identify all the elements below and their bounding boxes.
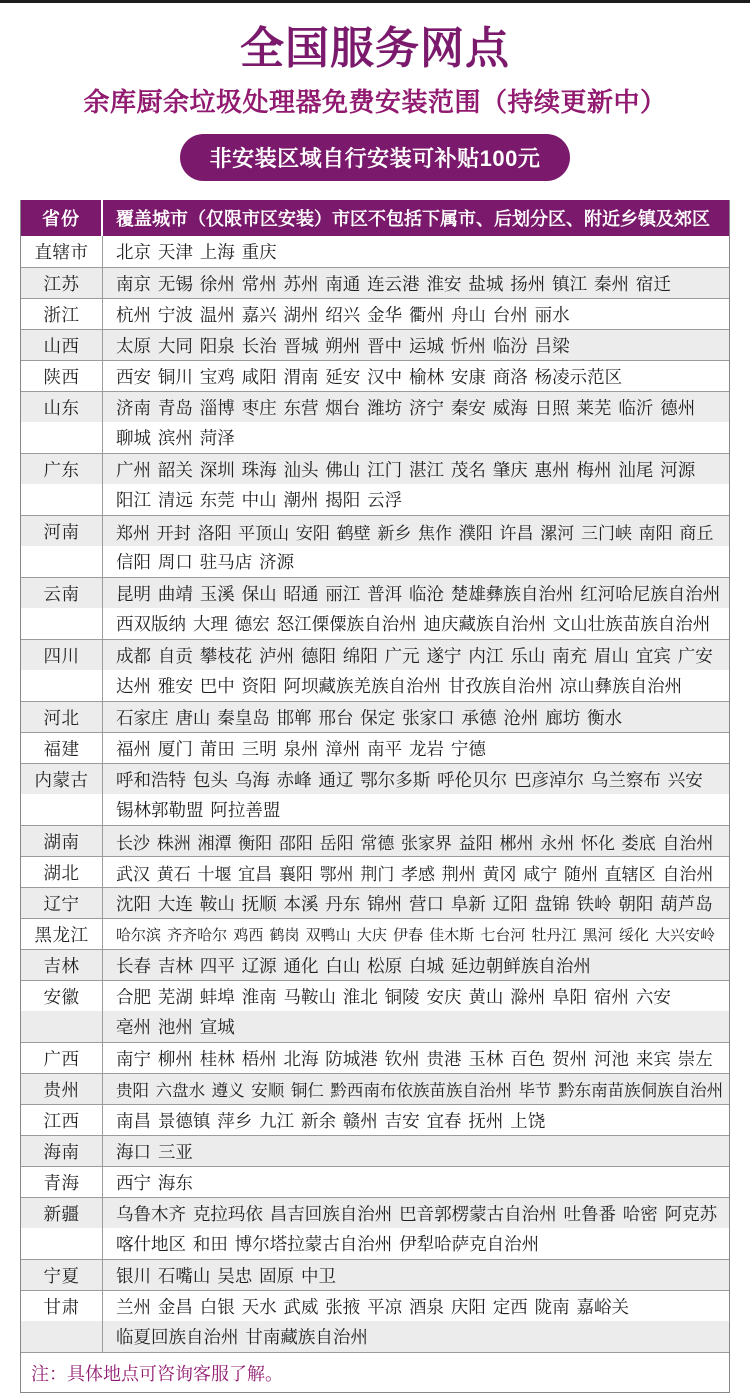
province-cell: 江苏 xyxy=(21,268,103,298)
table-row xyxy=(21,1104,729,1135)
cities-cell: 沈阳 大连 鞍山 抚顺 本溪 丹东 锦州 营口 阜新 辽阳 盘锦 铁岭 朝阳 葫芦岛 xyxy=(116,893,713,914)
cities-cell: 南京 无锡 徐州 常州 苏州 南通 连云港 淮安 盐城 扬州 镇江 秦州 宿迁 xyxy=(116,273,671,294)
cities-cell: 北京 天津 上海 重庆 xyxy=(116,242,277,263)
cities-cell: 杭州 宁波 温州 嘉兴 湖州 绍兴 金华 衢州 舟山 台州 丽水 xyxy=(116,304,570,325)
province-cell xyxy=(21,1011,103,1042)
cities-cell: 达州 雅安 巴中 资阳 阿坝藏族羌族自治州 甘孜族自治州 凉山彝族自治州 xyxy=(116,676,683,697)
table-row xyxy=(21,1135,729,1166)
cities-cell: 喀什地区 和田 博尔塔拉蒙古自治州 伊犁哈萨克自治州 xyxy=(116,1234,540,1255)
cities-cell: 银川 石嘴山 吴忠 固原 中卫 xyxy=(116,1265,336,1286)
table-row xyxy=(21,1166,729,1197)
province-cell: 吉林 xyxy=(21,950,103,980)
cities-cell: 哈尔滨 齐齐哈尔 鸡西 鹤岗 双鸭山 大庆 伊春 佳木斯 七台河 牡丹江 黑河 绥化 大兴安岭 xyxy=(116,926,716,944)
province-cell: 广东 xyxy=(21,454,103,484)
table-row xyxy=(21,825,729,856)
table-row xyxy=(21,1259,729,1290)
table-row xyxy=(21,1197,729,1228)
cities-cell: 广州 韶关 深圳 珠海 汕头 佛山 江门 湛江 茂名 肇庆 惠州 梅州 汕尾 河源 xyxy=(116,459,696,480)
province-cell xyxy=(21,1321,103,1352)
province-cell: 四川 xyxy=(21,640,103,670)
cities-cell: 乌鲁木齐 克拉玛依 昌吉回族自治州 巴音郭楞蒙古自治州 吐鲁番 哈密 阿克苏 xyxy=(116,1203,718,1224)
table-row xyxy=(21,1321,729,1352)
cities-cell: 贵阳 六盘水 遵义 安顺 铜仁 黔西南布依族苗族自治州 毕节 黔东南苗族侗族自治州 xyxy=(116,1082,724,1101)
table-row xyxy=(21,267,729,298)
province-cell: 甘肃 xyxy=(21,1291,103,1321)
province-cell: 青海 xyxy=(21,1167,103,1197)
cities-cell: 武汉 黄石 十堰 宜昌 襄阳 鄂州 荆门 孝感 荆州 黄冈 咸宁 随州 直辖区 自治州 xyxy=(116,864,714,884)
cities-cell: 福州 厦门 莆田 三明 泉州 漳州 南平 龙岩 宁德 xyxy=(116,738,486,759)
table-row xyxy=(21,1073,729,1104)
table-body xyxy=(21,236,729,1352)
province-cell: 贵州 xyxy=(21,1074,103,1104)
table-row xyxy=(21,763,729,794)
cities-cell: 昆明 曲靖 玉溪 保山 昭通 丽江 普洱 临沧 楚雄彝族自治州 红河哈尼族自治州 xyxy=(116,583,721,604)
table-row xyxy=(21,546,729,577)
page-subtitle: 余库厨余垃圾处理器免费安装范围（持续更新中） xyxy=(83,87,667,118)
province-cell xyxy=(21,794,103,825)
cities-cell: 合肥 芜湖 蚌埠 淮南 马鞍山 淮北 铜陵 安庆 黄山 滁州 阜阳 宿州 六安 xyxy=(116,986,671,1007)
province-cell: 直辖市 xyxy=(21,236,103,267)
cities-cell: 太原 大同 阳泉 长治 晋城 朔州 晋中 运城 忻州 临汾 吕梁 xyxy=(116,335,570,356)
cities-cell: 阳江 清远 东莞 中山 潮州 揭阳 云浮 xyxy=(116,490,403,511)
cities-cell: 长沙 株洲 湘潭 衡阳 邵阳 岳阳 常德 张家界 益阳 郴州 永州 怀化 娄底 自治州 xyxy=(116,833,714,853)
province-cell xyxy=(21,484,103,515)
cities-cell: 呼和浩特 包头 乌海 赤峰 通辽 鄂尔多斯 呼伦贝尔 巴彦淖尔 乌兰察布 兴安 xyxy=(116,769,703,790)
table-row xyxy=(21,670,729,701)
province-cell xyxy=(21,422,103,453)
province-cell: 福建 xyxy=(21,733,103,763)
top-divider-bar xyxy=(0,0,750,3)
page-title: 全国服务网点 xyxy=(240,24,510,73)
cities-cell: 南昌 景德镇 萍乡 九江 新余 赣州 吉安 宜春 抚州 上饶 xyxy=(116,1110,546,1131)
cities-cell: 西安 铜川 宝鸡 咸阳 渭南 延安 汉中 榆林 安康 商洛 杨凌示范区 xyxy=(116,366,623,387)
table-row xyxy=(21,577,729,608)
province-cell: 海南 xyxy=(21,1136,103,1166)
cities-cell: 西双版纳 大理 德宏 怒江傈僳族自治州 迪庆藏族自治州 文山壮族苗族自治州 xyxy=(116,614,711,635)
table-header-province: 省份 xyxy=(21,200,103,236)
province-cell: 河北 xyxy=(21,702,103,732)
table-row xyxy=(21,701,729,732)
province-cell: 江西 xyxy=(21,1105,103,1135)
cities-cell: 石家庄 唐山 秦皇岛 邯郸 邢台 保定 张家口 承德 沧州 廊坊 衡水 xyxy=(116,707,623,728)
cities-cell: 郑州 开封 洛阳 平顶山 安阳 鹤壁 新乡 焦作 濮阳 许昌 漯河 三门峡 南阳 商丘 xyxy=(116,523,714,543)
cities-cell: 临夏回族自治州 甘南藏族自治州 xyxy=(116,1327,368,1348)
table-header-row xyxy=(21,200,729,236)
table-row xyxy=(21,329,729,360)
province-cell xyxy=(21,670,103,701)
cities-cell: 海口 三亚 xyxy=(116,1141,193,1162)
province-cell: 宁夏 xyxy=(21,1260,103,1290)
table-row xyxy=(21,422,729,453)
footer-note: 注：具体地点可咨询客服了解。 xyxy=(21,1352,729,1392)
table-row xyxy=(21,453,729,484)
table-row xyxy=(21,484,729,515)
province-cell: 云南 xyxy=(21,578,103,608)
province-cell: 辽宁 xyxy=(21,888,103,918)
table-row xyxy=(21,732,729,763)
province-cell: 内蒙古 xyxy=(21,764,103,794)
table-row xyxy=(21,1228,729,1259)
table-row xyxy=(21,1042,729,1073)
table-row xyxy=(21,887,729,918)
province-cell: 河南 xyxy=(21,516,103,546)
province-cell: 湖南 xyxy=(21,826,103,856)
table-row xyxy=(21,949,729,980)
province-cell: 陕西 xyxy=(21,361,103,391)
province-cell: 新疆 xyxy=(21,1198,103,1228)
table-row xyxy=(21,608,729,639)
table-row xyxy=(21,360,729,391)
badge-row xyxy=(0,134,750,181)
cities-cell: 聊城 滨州 菏泽 xyxy=(116,428,235,449)
cities-cell: 信阳 周口 驻马店 济源 xyxy=(116,552,295,573)
table-row xyxy=(21,515,729,546)
subsidy-badge: 非安装区域自行安装可补贴100元 xyxy=(180,134,571,181)
table-row xyxy=(21,298,729,329)
table-row xyxy=(21,1290,729,1321)
cities-cell: 南宁 柳州 桂林 梧州 北海 防城港 钦州 贵港 玉林 百色 贺州 河池 来宾 崇左 xyxy=(116,1048,713,1069)
table-row xyxy=(21,639,729,670)
cities-cell: 长春 吉林 四平 辽源 通化 白山 松原 白城 延边朝鲜族自治州 xyxy=(116,955,591,976)
province-cell: 山西 xyxy=(21,330,103,360)
province-cell xyxy=(21,1228,103,1259)
province-cell xyxy=(21,608,103,639)
province-cell: 山东 xyxy=(21,392,103,422)
cities-cell: 锡林郭勒盟 阿拉善盟 xyxy=(116,800,281,821)
province-cell: 黑龙江 xyxy=(21,919,103,949)
cities-cell: 亳州 池州 宣城 xyxy=(116,1017,235,1038)
cities-cell: 兰州 金昌 白银 天水 武威 张掖 平凉 酒泉 庆阳 定西 陇南 嘉峪关 xyxy=(116,1296,629,1317)
province-cell: 湖北 xyxy=(21,857,103,887)
table-row xyxy=(21,1011,729,1042)
service-coverage-table xyxy=(20,200,730,1393)
table-row xyxy=(21,236,729,267)
cities-cell: 济南 青岛 淄博 枣庄 东营 烟台 潍坊 济宁 秦安 威海 日照 莱芜 临沂 德州 xyxy=(116,397,696,418)
table-row xyxy=(21,918,729,949)
province-cell: 安徽 xyxy=(21,981,103,1011)
province-cell: 广西 xyxy=(21,1043,103,1073)
province-cell: 浙江 xyxy=(21,299,103,329)
table-row xyxy=(21,856,729,887)
cities-cell: 西宁 海东 xyxy=(116,1172,193,1193)
table-row xyxy=(21,980,729,1011)
table-row xyxy=(21,794,729,825)
cities-cell: 成都 自贡 攀枝花 泸州 德阳 绵阳 广元 遂宁 内江 乐山 南充 眉山 宜宾 广安 xyxy=(116,645,713,666)
province-cell xyxy=(21,546,103,577)
table-header-cities: 覆盖城市（仅限市区安装）市区不包括下属市、后划分区、附近乡镇及郊区 xyxy=(116,209,710,230)
table-row xyxy=(21,391,729,422)
